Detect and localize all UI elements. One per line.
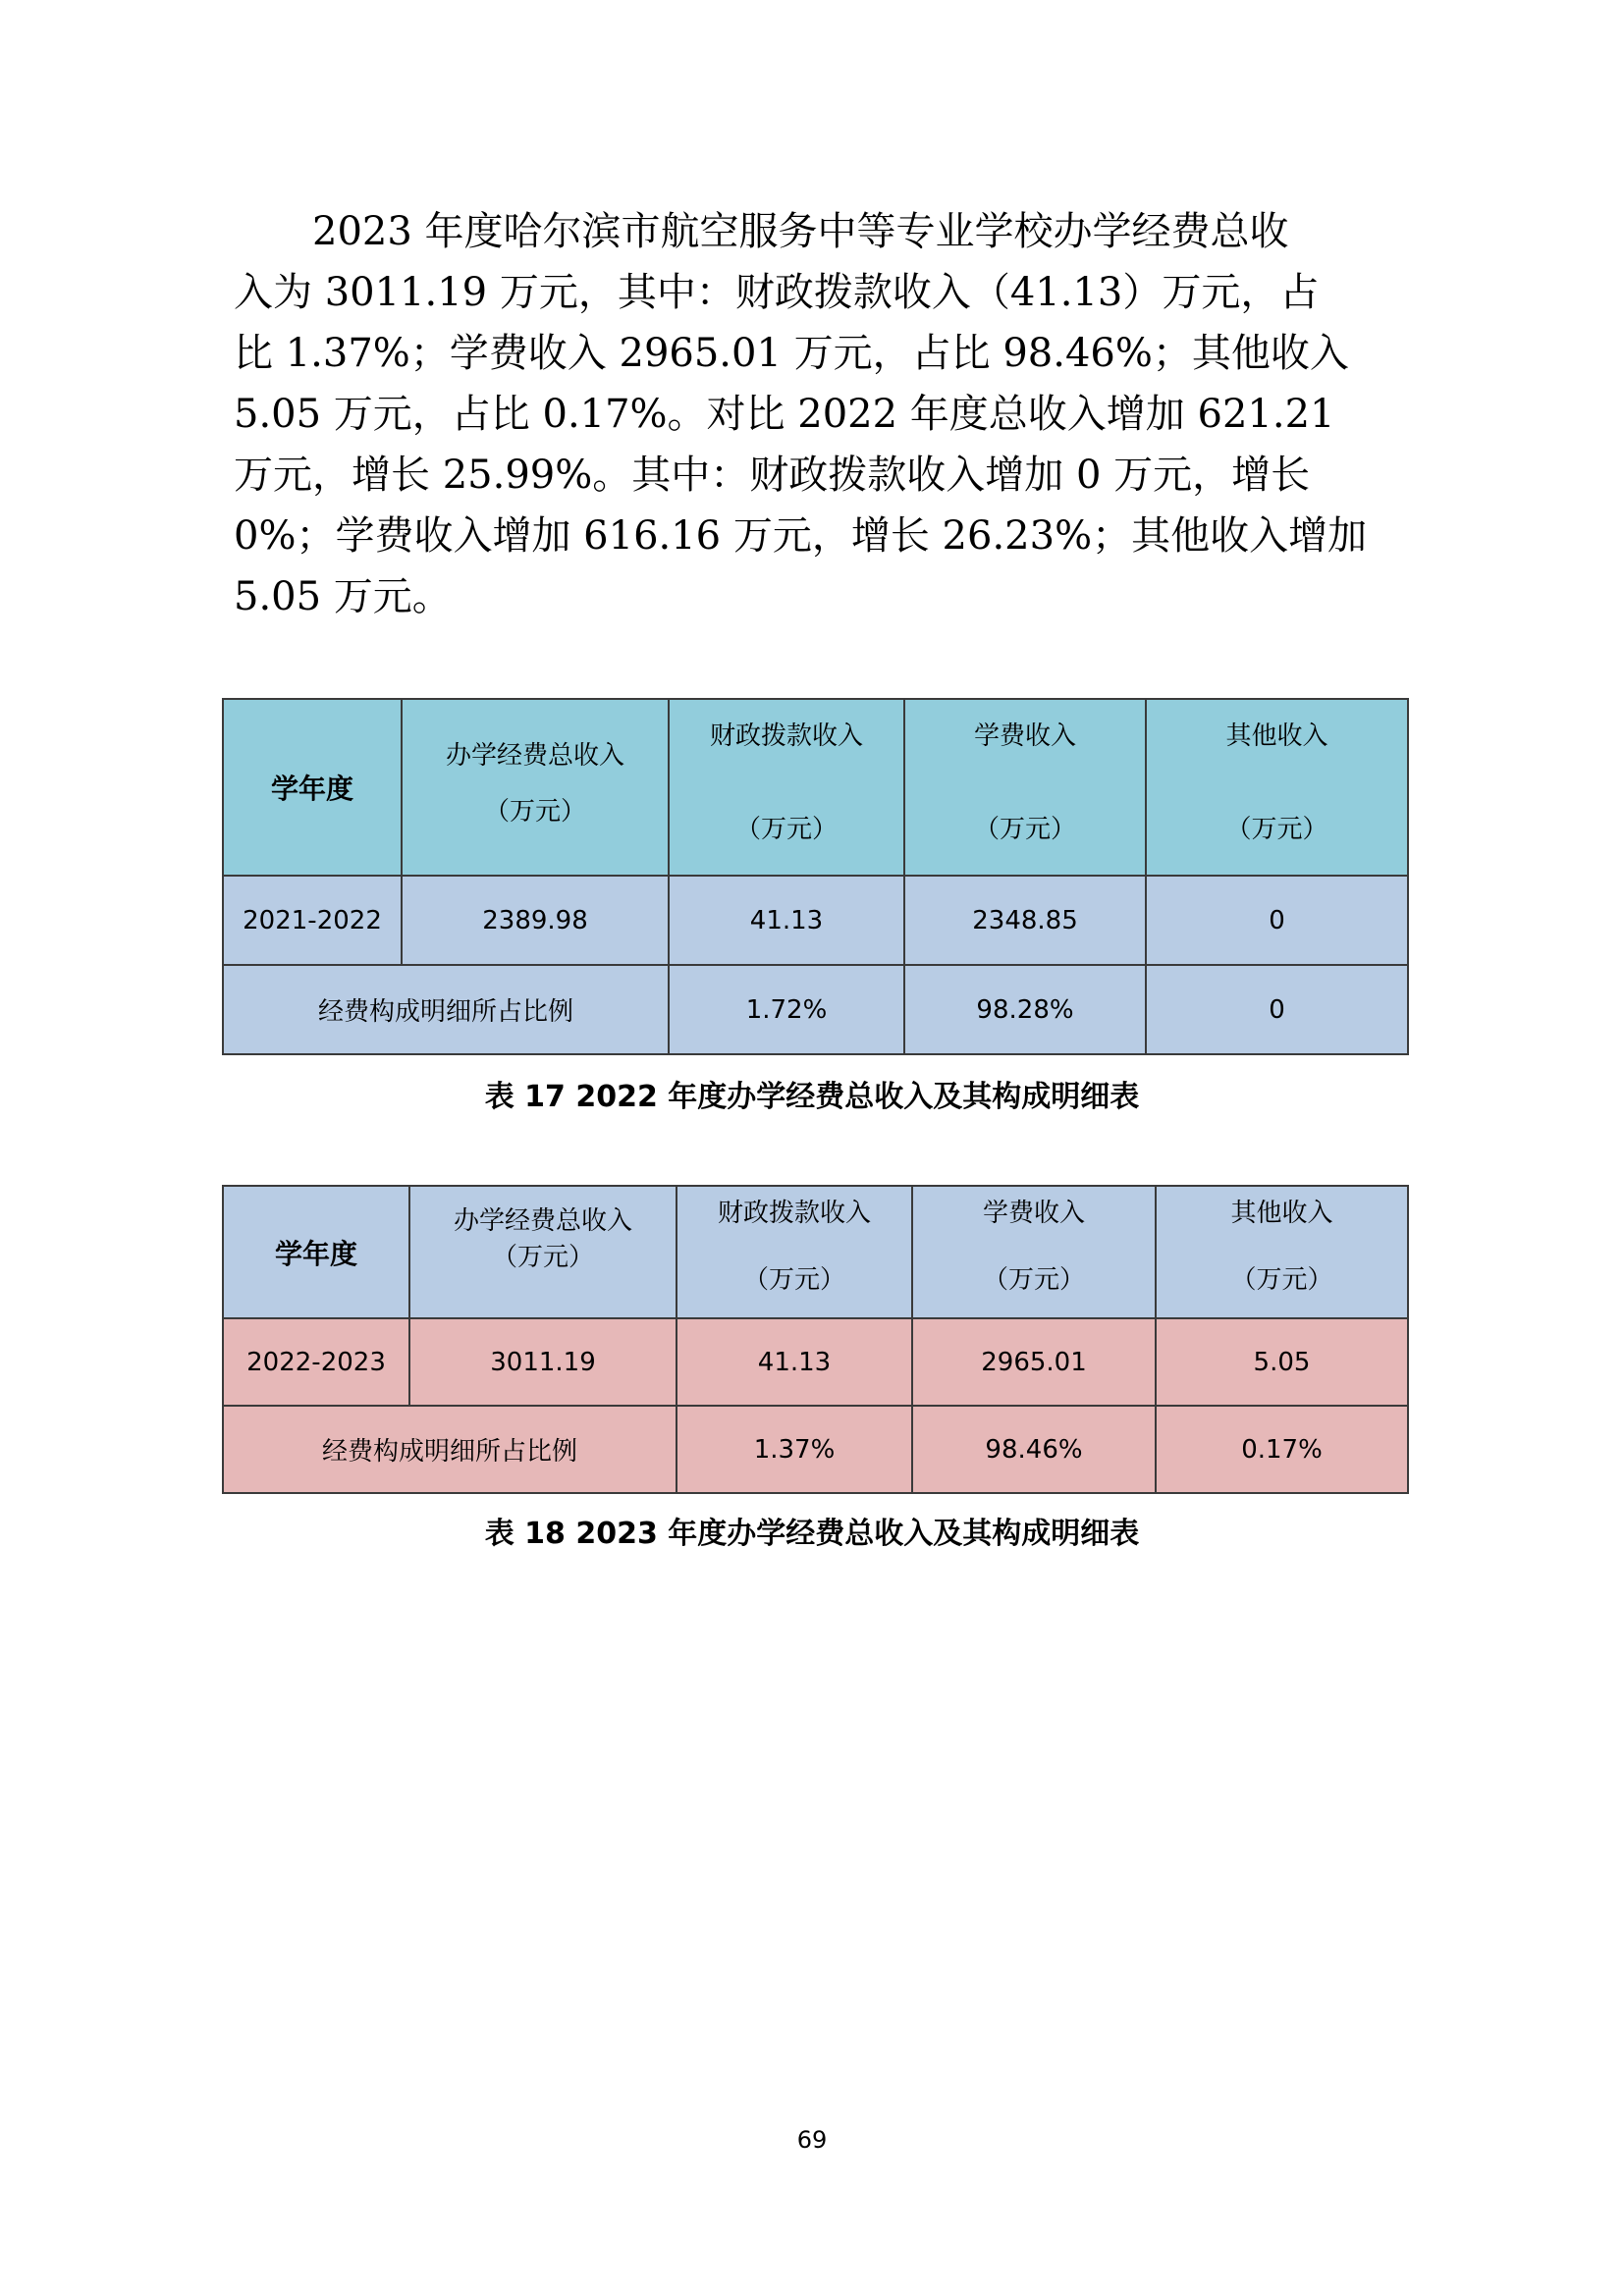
header-other-unit: （万元） (1225, 815, 1328, 844)
page-number: 69 (796, 2126, 828, 2154)
cell-ratio-label: 经费构成明细所占比例 (223, 1406, 677, 1493)
funding-table-2023 (222, 1185, 1409, 1494)
header-total-top: 办学经费总收入 (453, 1206, 632, 1236)
paragraph-line: 比 1.37%；学费收入 2965.01 万元，占比 98.46%；其他收入 (234, 331, 1349, 376)
header-fiscal-unit: （万元） (742, 1265, 845, 1295)
cell-other: 5.05 (1156, 1318, 1408, 1406)
header-tuition-top: 学费收入 (982, 1199, 1085, 1228)
cell-ratio-other: 0 (1146, 965, 1408, 1054)
header-other-unit: （万元） (1230, 1265, 1333, 1295)
header-tuition-unit: （万元） (982, 1265, 1085, 1295)
paragraph-line: 入为 3011.19 万元，其中：财政拨款收入（41.13）万元，占 (234, 270, 1320, 315)
header-fiscal-unit: （万元） (734, 815, 838, 844)
header-year: 学年度 (223, 699, 402, 876)
header-other (1156, 1186, 1408, 1318)
cell-ratio-tuition: 98.46% (912, 1406, 1156, 1493)
paragraph-line: 0%；学费收入增加 616.16 万元，增长 26.23%；其他收入增加 (234, 513, 1368, 559)
header-tuition-top: 学费收入 (973, 721, 1076, 751)
table-row-ratio (223, 965, 1408, 1054)
header-other-top: 其他收入 (1225, 721, 1328, 751)
header-tuition (904, 699, 1146, 876)
cell-tuition: 2965.01 (912, 1318, 1156, 1406)
header-fiscal-top: 财政拨款收入 (709, 721, 863, 751)
paragraph-line: 5.05 万元。 (234, 574, 452, 619)
header-fiscal (677, 1186, 912, 1318)
cell-tuition: 2348.85 (904, 876, 1146, 965)
cell-ratio-label: 经费构成明细所占比例 (223, 965, 669, 1054)
cell-total: 3011.19 (409, 1318, 677, 1406)
table-row-ratio (223, 1406, 1408, 1493)
cell-fiscal: 41.13 (677, 1318, 912, 1406)
cell-year: 2021-2022 (223, 876, 402, 965)
cell-ratio-other: 0.17% (1156, 1406, 1408, 1493)
body-paragraph (234, 201, 1402, 627)
header-other (1146, 699, 1408, 876)
cell-other: 0 (1146, 876, 1408, 965)
table-header-row (223, 699, 1408, 876)
header-other-top: 其他收入 (1230, 1199, 1333, 1228)
table-caption-18: 表 18 2023 年度办学经费总收入及其构成明细表 (484, 1517, 1140, 1551)
header-total-unit: （万元） (483, 797, 586, 827)
header-total (402, 699, 669, 876)
header-fiscal-top: 财政拨款收入 (717, 1199, 871, 1228)
header-tuition (912, 1186, 1156, 1318)
cell-fiscal: 41.13 (669, 876, 904, 965)
cell-total: 2389.98 (402, 876, 669, 965)
header-total-unit: （万元） (491, 1243, 594, 1272)
paragraph-line: 万元，增长 25.99%。其中：财政拨款收入增加 0 万元，增长 (234, 453, 1311, 498)
paragraph-line: 2023 年度哈尔滨市航空服务中等专业学校办学经费总收 (234, 209, 1289, 254)
header-fiscal (669, 699, 904, 876)
table-header-row (223, 1186, 1408, 1318)
header-tuition-unit: （万元） (973, 815, 1076, 844)
table-caption-17: 表 17 2022 年度办学经费总收入及其构成明细表 (484, 1080, 1140, 1114)
header-year: 学年度 (223, 1186, 409, 1318)
funding-table-2022 (222, 698, 1409, 1055)
table-row (223, 1318, 1408, 1406)
paragraph-line: 5.05 万元，占比 0.17%。对比 2022 年度总收入增加 621.21 (234, 392, 1335, 437)
header-total-top: 办学经费总收入 (445, 741, 624, 771)
cell-ratio-tuition: 98.28% (904, 965, 1146, 1054)
cell-ratio-fiscal: 1.37% (677, 1406, 912, 1493)
cell-ratio-fiscal: 1.72% (669, 965, 904, 1054)
header-total (409, 1186, 677, 1318)
cell-year: 2022-2023 (223, 1318, 409, 1406)
table-row (223, 876, 1408, 965)
